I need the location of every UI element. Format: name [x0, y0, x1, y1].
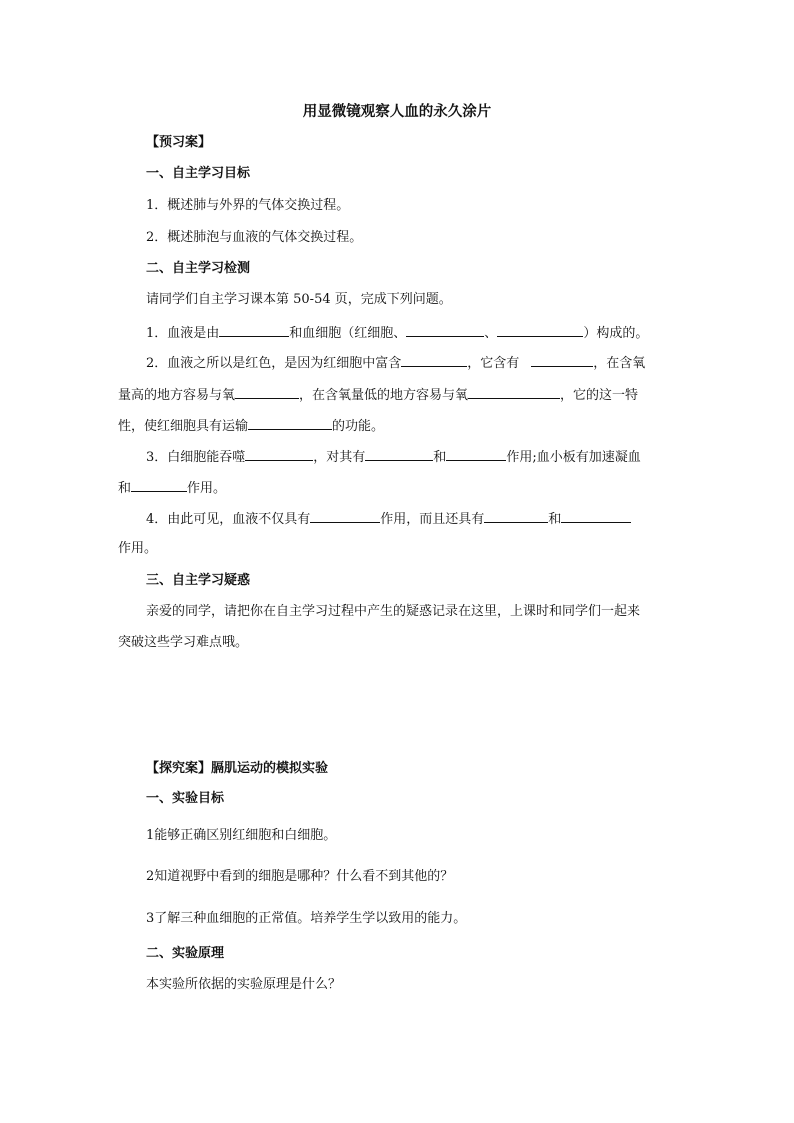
preview-header: 【预习案】: [146, 135, 212, 150]
check-intro: 请同学们自主学习课本第 50-54 页，完成下列问题。: [146, 292, 452, 307]
q2-text-g: 性，使红细胞具有运输: [118, 419, 249, 434]
explore-header: 【探究案】膈肌运动的模拟实验: [146, 761, 329, 776]
question-2-line-3: [118, 416, 384, 436]
doubts-line-2: 突破这些学习难点哦。: [118, 635, 249, 650]
q2-blank-separate[interactable]: [468, 385, 560, 399]
q3-text-d: 作用;血小板有加速凝血: [506, 450, 641, 465]
q3-text-a: 3．白细胞能吞噬: [146, 450, 246, 465]
question-1: [146, 323, 648, 343]
check-heading: 二、自主学习检测: [146, 261, 251, 276]
q2-blank-hemoglobin[interactable]: [401, 353, 467, 367]
experiment-goal-2: 2知道视野中看到的细胞是哪种？什么看不到其他的？: [146, 869, 454, 884]
question-2-line-1: [146, 353, 645, 373]
q2-blank-transport[interactable]: [248, 416, 332, 430]
q4-text-a: 4．由此可见，血液不仅具有: [146, 512, 311, 527]
q1-text-b: 和血细胞（红细胞、: [289, 326, 407, 341]
q1-text-d: ）构成的。: [583, 326, 649, 341]
q2-text-c: ，在含氧: [593, 356, 646, 371]
q1-blank-cell-2[interactable]: [406, 323, 484, 337]
experiment-goal-1: 1能够正确区别红细胞和白细胞。: [146, 828, 337, 843]
question-4-line-1: [146, 509, 631, 529]
q2-blank-element[interactable]: [531, 353, 593, 367]
principle-question: 本实验所依据的实验原理是什么？: [146, 977, 342, 992]
q4-text-b: 作用，而且还具有: [380, 512, 485, 527]
q2-text-d: 量高的地方容易与氧: [118, 388, 236, 403]
doubts-heading: 三、自主学习疑惑: [146, 573, 251, 588]
q1-text-c: 、: [484, 326, 498, 341]
q3-blank-defense[interactable]: [365, 447, 433, 461]
q2-text-e: ，在含氧量低的地方容易与氧: [299, 388, 469, 403]
question-2-line-2: [118, 385, 638, 405]
q3-blank-hemostasis[interactable]: [131, 478, 187, 492]
q2-blank-combine[interactable]: [235, 385, 299, 399]
q3-text-e: 和: [118, 481, 132, 496]
q1-blank-plasma[interactable]: [219, 323, 289, 337]
question-4-line-2: 作用。: [118, 541, 158, 556]
doubts-line-1: 亲爱的同学，请把你在自主学习过程中产生的疑惑记录在这里，上课时和同学们一起来: [146, 604, 641, 619]
q2-text-h: 的功能。: [332, 419, 385, 434]
q3-text-b: ，对其有: [313, 450, 366, 465]
q1-blank-cell-3[interactable]: [497, 323, 583, 337]
principle-heading: 二、实验原理: [146, 946, 225, 961]
goal-item-1: 1．概述肺与外界的气体交换过程。: [146, 198, 350, 213]
q3-text-f: 作用。: [187, 481, 227, 496]
question-3-line-1: [146, 447, 641, 467]
goal-item-2: 2．概述肺泡与血液的气体交换过程。: [146, 230, 363, 245]
q3-text-c: 和: [433, 450, 447, 465]
q4-blank-transport[interactable]: [310, 509, 380, 523]
q2-text-b: ，它含有: [467, 356, 520, 371]
experiment-goals-heading: 一、实验目标: [146, 791, 225, 806]
q4-blank-defense[interactable]: [484, 509, 548, 523]
experiment-goal-3: 3了解三种血细胞的正常值。培养学生学以致用的能力。: [146, 911, 467, 926]
goals-heading: 一、自主学习目标: [146, 166, 251, 181]
q1-text-a: 1．血液是由: [146, 326, 220, 341]
q2-text-a: 2．血液之所以是红色，是因为红细胞中富含: [146, 356, 402, 371]
q3-blank-protection[interactable]: [446, 447, 506, 461]
q4-blank-protection[interactable]: [561, 509, 631, 523]
q3-blank-pathogen[interactable]: [245, 447, 313, 461]
q4-text-c: 和: [548, 512, 562, 527]
q2-text-f: ，它的这一特: [560, 388, 639, 403]
question-3-line-2: [118, 478, 226, 498]
page-title: 用显微镜观察人血的永久涂片: [302, 103, 492, 120]
